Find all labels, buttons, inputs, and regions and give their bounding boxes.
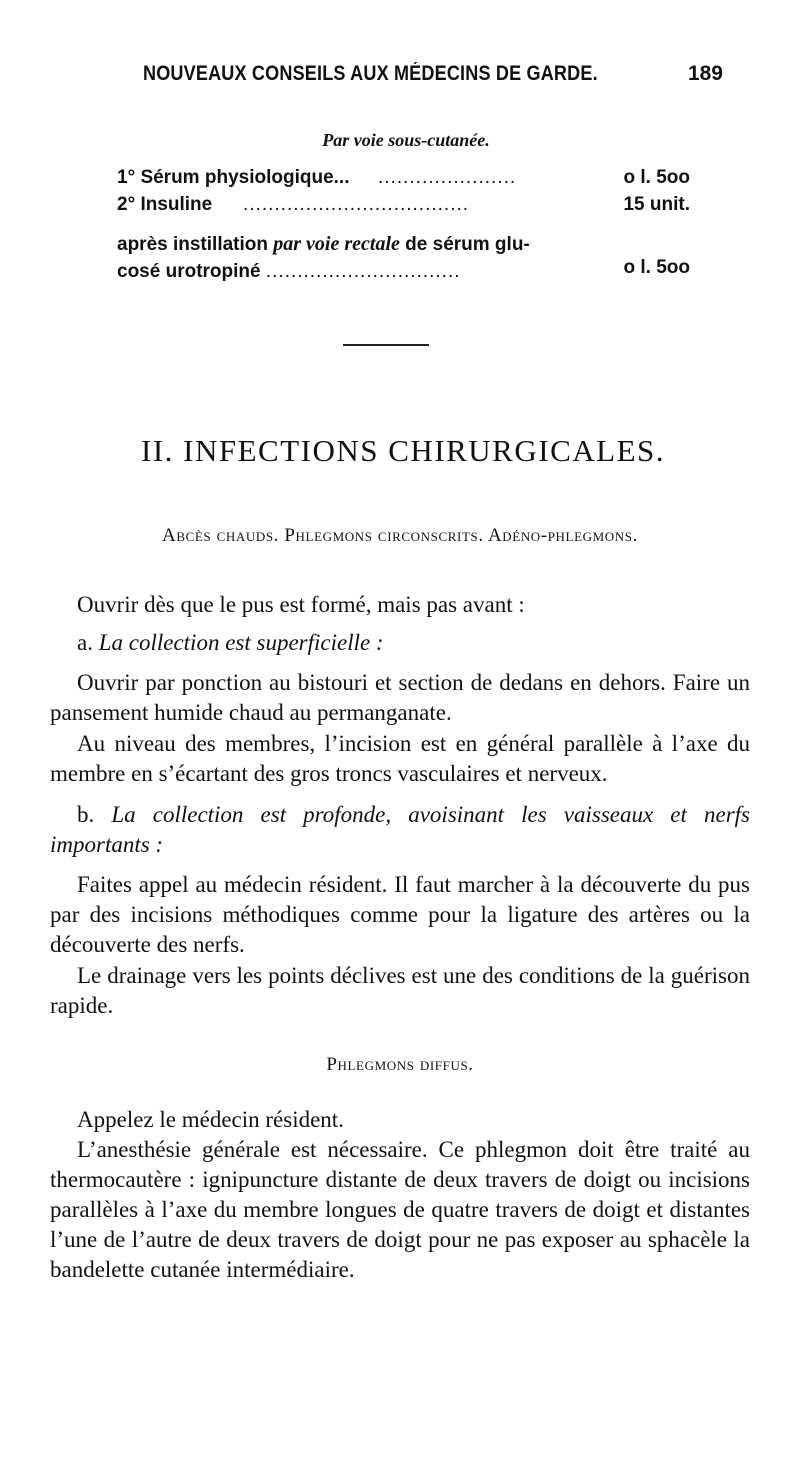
case-b-label: b. <box>77 802 112 827</box>
after-line1-em: par voie rectale <box>273 233 400 255</box>
prescription-quantity: o l. 5oo <box>623 167 690 188</box>
leader-dots: .................................... <box>243 194 470 215</box>
prescription-name: 1° Sérum physiologique... <box>117 167 350 188</box>
after-quantity: o l. 5oo <box>623 257 690 278</box>
page-number: 189 <box>687 62 723 85</box>
phlegmons-paragraph-2: L’anesthésie générale est nécessaire. Ce phlegmon doit être traité au thermocautère : ignipuncture distante de deux travers de doigt ou incisions parallèles à l’axe du membre longues de quatre travers de doigt et distantes l’une de l’autre de deux travers de doigt pour ne pas exposer au sphacèle la bandelette cutanée intermédiaire. <box>50 1137 750 1282</box>
case-a-text: La collection est superficielle : <box>98 630 384 655</box>
after-line1-pre: après instillation <box>117 234 274 255</box>
abces-case-a <box>50 628 750 658</box>
prescription-name: 2° Insuline <box>117 194 213 215</box>
after-line2: cosé urotropiné <box>117 261 261 282</box>
after-line1-post: de sérum glu- <box>399 234 530 255</box>
abces-paragraph-4: Faites appel au médecin résident. Il faut marcher à la découverte du pus par des incisions méthodiques comme pour la ligature des artères ou la découverte des nerfs. <box>50 872 750 957</box>
prescription-row-serum <box>117 167 690 193</box>
phlegmons-paragraph-1: Appelez le médecin résident. <box>77 1107 344 1132</box>
header-title: NOUVEAUX CONSEILS AUX MÉDECINS DE GARDE. <box>143 62 598 85</box>
abces-paragraph-1: Ouvrir dès que le pus est formé, mais pas avant : <box>77 592 525 617</box>
section-divider <box>343 344 429 346</box>
abces-paragraph-5: Le drainage vers les points déclives est une des conditions de la guérison rapide. <box>50 963 750 1018</box>
case-b-text: La collection est profonde, avoisinant les vaisseaux et nerfs importants : <box>50 802 751 857</box>
leader-dots: ...................... <box>378 167 517 188</box>
section-title: II. INFECTIONS CHIRURGICALES. <box>141 433 665 468</box>
prescription-quantity: 15 unit. <box>623 194 690 215</box>
abces-paragraph-3: Au niveau des membres, l’incision est en général parallèle à l’axe du membre en s’écartant des gros troncs vasculaires et nerveux. <box>50 731 750 786</box>
case-a-label: a. <box>77 630 99 655</box>
abces-subhead: Abcès chauds. Phlegmons circonscrits. Adéno-phlegmons. <box>162 525 638 546</box>
abces-case-b <box>50 800 750 860</box>
subcutaneous-title: Par voie sous-cutanée. <box>322 130 490 150</box>
prescription-row-insuline <box>117 194 690 220</box>
after-instillation-text <box>117 231 587 285</box>
running-header <box>143 62 723 88</box>
phlegmons-subhead: Phlegmons diffus. <box>326 1054 474 1075</box>
leader-dots: ............................... <box>265 261 461 282</box>
abces-paragraph-2: Ouvrir par ponction au bistouri et section de dedans en dehors. Faire un pansement humide chaud au permanganate. <box>50 670 750 725</box>
